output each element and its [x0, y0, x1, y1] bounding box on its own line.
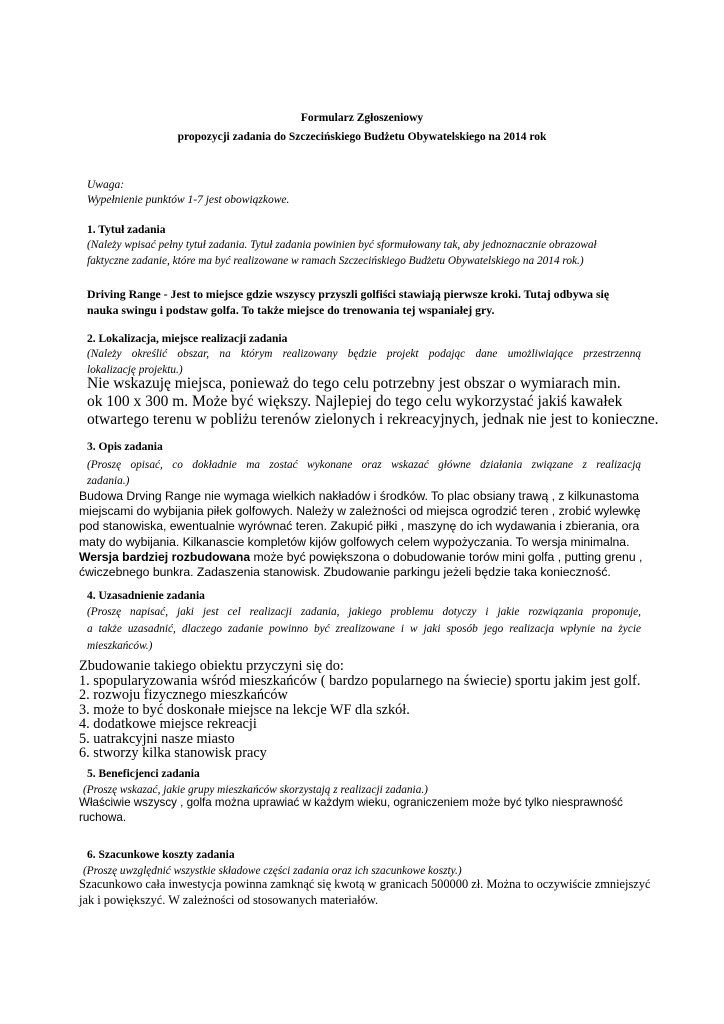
- section5-answer-line: Właściwie wszyscy , golfa można uprawiać w każdym wieku, ograniczeniem może być tylko niesprawność: [79, 796, 623, 809]
- section5-hint: (Proszę wskazać, jakie grupy mieszkańców skorzystają z realizacji zadania.): [83, 784, 428, 796]
- section2-hint-line: lokalizację projektu.): [87, 364, 183, 376]
- section6-hint: (Proszę uwzględnić wszystkie składowe części zadania oraz ich szacunkowe koszty.): [83, 865, 462, 877]
- section1-answer-line: nauka swingu i podstaw golfa. To także miejsce do trenowania tej wspaniałej gry.: [87, 302, 495, 317]
- section3-answer-line: Budowa Drving Range nie wymaga wielkich nakładów i środków. To plac obsiany trawą , z kilkunastoma: [79, 489, 639, 503]
- section3-hint: [87, 457, 641, 489]
- section3-heading: 3. Opis zadania: [87, 441, 163, 453]
- list-item: 5. uatrakcyjni nasze miasto: [79, 730, 235, 747]
- section4-hint-line: (Proszę napisać, jaki jest cel realizacji zadania, jakiego problemu dotyczy i jakie rozwiązania proponuje,: [87, 606, 641, 618]
- section1-heading: 1. Tytuł zadania: [87, 224, 166, 236]
- section1-hint: [87, 237, 647, 269]
- section2-answer-line: otwartego terenu w pobliżu terenów zielonych i rekreacyjnych, jednak nie jest to konieczne.: [87, 411, 659, 428]
- section2-answer-line: Nie wskazuję miejsca, ponieważ do tego celu potrzebny jest obszar o wymiarach min.: [87, 375, 621, 392]
- section6-answer-line: jak i powiększyć. W zależności od stosowanych materiałów.: [79, 892, 379, 907]
- section4-hint-line: mieszkańców.): [87, 640, 153, 652]
- section3-answer: [79, 489, 642, 580]
- section4-answer: [79, 659, 640, 761]
- section2-hint-line: (Należy określić obszar, na którym realizowany będzie projekt podając dane umożliwiające przestrzenną: [87, 348, 641, 360]
- section2-hint: [87, 346, 641, 378]
- section6-heading: 6. Szacunkowe koszty zadania: [87, 849, 235, 861]
- section5-answer: [79, 795, 623, 825]
- list-item: 2. rozwoju fizycznego mieszkańców: [79, 687, 288, 703]
- section4-intro: Zbudowanie takiego obiektu przyczyni się do:: [79, 658, 344, 674]
- section4-hint: [87, 604, 641, 655]
- note-text: Wypełnienie punktów 1-7 jest obowiązkowe.: [87, 194, 290, 206]
- section3-answer-line: maty do wybijania. Kilkanascie kompletów kijów golfowych celem wypożyczania. To wersja minimalna.: [79, 534, 630, 549]
- section3-answer-line: ćwiczebnego bunkra. Zadaszenia stanowisk. Zbudowanie parkingu jeżeli będzie taka konieczność.: [79, 565, 611, 580]
- note-label: Uwaga:: [87, 179, 125, 191]
- section3-answer-line-mixed: [79, 550, 642, 565]
- list-item: 3. może to być doskonałe miejsce na lekcje WF dla szkół.: [79, 701, 410, 718]
- form-title: Formularz Zgłoszeniowy: [300, 112, 424, 124]
- section3-bold-phrase: Wersja bardziej rozbudowana: [79, 549, 251, 564]
- section5-answer-line: ruchowa.: [79, 811, 127, 825]
- section1-answer: [87, 287, 609, 318]
- section1-answer-line: Driving Range - Jest to miejsce gdzie wszyscy przyszli golfiści stawiają pierwsze kroki. Tutaj odbywa się: [87, 287, 610, 301]
- section4-hint-line: a także uzasadnić, dlaczego zadanie powinno być zrealizowane i w jaki sposób jego realizacja wpłynie na życie: [87, 623, 641, 635]
- list-item: 1. spopularyzowania wśród mieszkańców ( bardzo popularnego na świecie) sportu jakim jest golf.: [79, 672, 641, 689]
- form-subtitle: propozycji zadania do Szczecińskiego Budżetu Obywatelskiego na 2014 rok: [177, 131, 547, 143]
- section3-answer-line: miejscami do wybijania piłek golfowych. Należy w zależności od miejsca ogrodzić teren , zrobić wylewkę: [79, 504, 641, 519]
- section5-heading: 5. Beneficjenci zadania: [87, 768, 200, 780]
- section6-answer-line: Szacunkowo cała inwestycja powinna zamknąć się kwotą w granicach 500000 zł. Można to oczywiście zmniejszyć: [79, 877, 651, 891]
- list-item: 6. stworzy kilka stanowisk pracy: [79, 745, 267, 761]
- list-item: 4. dodatkowe miejsce rekreacji: [79, 716, 257, 732]
- section3-answer-line: pod stanowiska, ewentualnie wyrównać teren. Zakupić piłki , maszynę do ich wydawania i zbierania, ora: [79, 519, 640, 534]
- section2-answer-line: ok 100 x 300 m. Może być większy. Najlepiej do tego celu wykorzystać jakiś kawałek: [87, 393, 623, 410]
- section3-hint-line: zadania.): [87, 475, 130, 487]
- section3-hint-line: (Proszę opisać, co dokładnie ma zostać wykonane oraz wskazać główne działania związane z realizacją: [87, 459, 641, 471]
- section3-rest: może być powiększona o dobudowanie torów mini golfa , putting grenu ,: [250, 549, 643, 564]
- section2-heading: 2. Lokalizacja, miejsce realizacji zadania: [87, 333, 288, 345]
- section1-hint-line: faktyczne zadanie, które ma być realizowane w ramach Szczecińskiego Budżetu Obywatelskiego na 2014 rok.): [87, 255, 584, 267]
- section4-heading: 4. Uzasadnienie zadania: [87, 590, 205, 602]
- section1-hint-line: (Należy wpisać pełny tytuł zadania. Tytuł zadania powinien być sformułowany tak, aby jednoznacznie obrazował: [87, 239, 597, 251]
- section2-answer: [87, 375, 659, 429]
- section6-answer: [79, 877, 651, 908]
